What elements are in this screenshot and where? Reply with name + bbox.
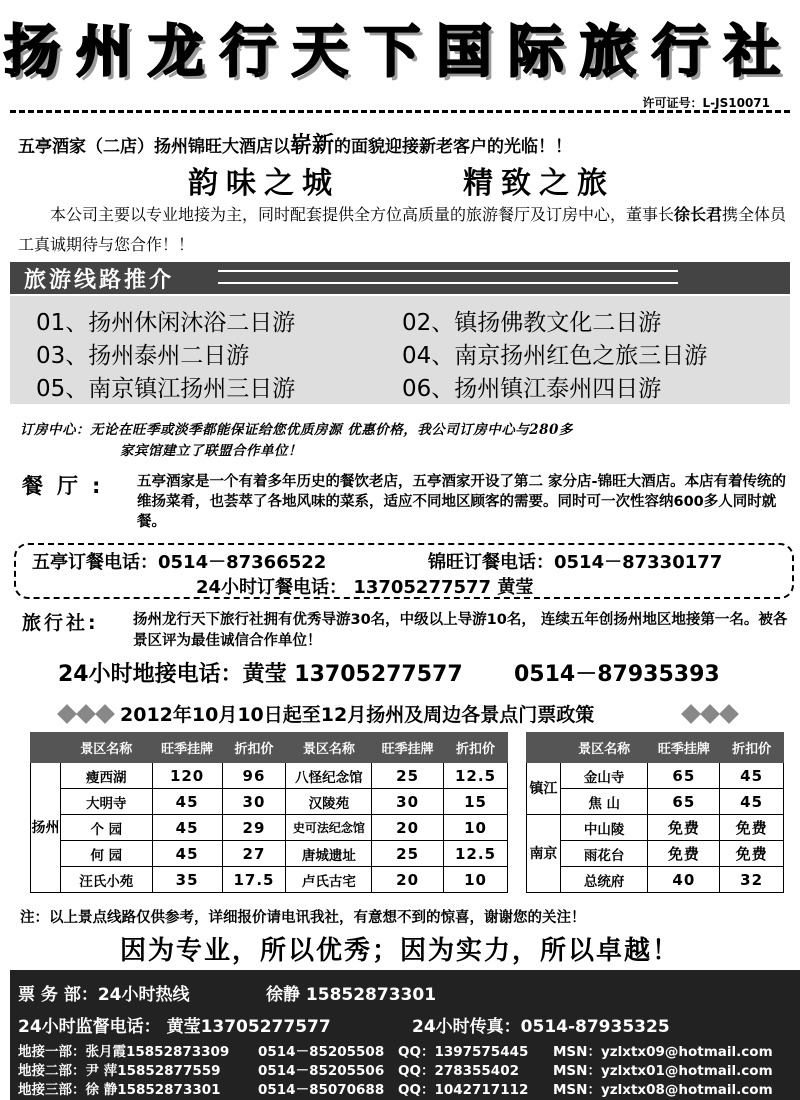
diamond-icon [95, 704, 115, 724]
dept-contact-msn: MSN：yzlxtx09@hotmail.com [553, 1044, 773, 1060]
ticket-dept-label: 票 务 部：24小时热线 [18, 985, 190, 1005]
dept-contact-qq: QQ：1397575445 [398, 1044, 529, 1060]
agency-description: 扬州龙行天下旅行社拥有优秀导游30名，中级以上导游10名， 连续五年创扬州地区地接第一名。被各景区评为最佳诚信合作单位！ [133, 612, 788, 649]
agency-label: 旅行社: [22, 612, 99, 634]
table-cell: 25 [372, 841, 444, 867]
welcome-suffix: 的面貌迎接新老客户的光临！！ [334, 137, 573, 157]
table-row [527, 867, 784, 893]
table-cell: 32 [720, 867, 784, 893]
dept-contact-name: 地接一部：张月霞15852873309 [18, 1044, 230, 1060]
booking-line-2: 家宾馆建立了联盟合作单位！ [120, 443, 302, 459]
table-cell: 免费 [720, 815, 784, 841]
intro-text-1: 本公司主要以专业地接为主，同时配套提供全方位高质量的旅游餐厅及订房中心，董事长 [50, 205, 675, 224]
table-cell: 20 [372, 815, 444, 841]
fax-number: 24小时传真：0514-87935325 [412, 1017, 670, 1037]
ticket-dept-contact: 徐静 15852873301 [266, 985, 437, 1005]
table-header-row [527, 733, 784, 763]
hotel-welcome-line [18, 128, 572, 159]
dept-contact-msn: MSN：yzlxtx01@hotmail.com [553, 1063, 773, 1079]
col-header: 旺季挂牌 [372, 733, 444, 763]
route-item: 02、镇扬佛教文化二日游 [402, 310, 662, 336]
table-cell: 17.5 [222, 867, 286, 893]
ground-hotline-landline: 0514－87935393 [514, 662, 720, 687]
welcome-prefix: 五亭酒家（二店）扬州锦旺大酒店以 [18, 137, 290, 157]
ticket-policy-title: 2012年10月10日起至12月扬州及周边各景点门票政策 [120, 704, 595, 726]
dept-contact-name: 地接二部：尹 萍15852877559 [18, 1063, 221, 1079]
table-cell: 12.5 [444, 841, 508, 867]
jinwang-phone: 锦旺订餐电话：0514－87330177 [428, 552, 723, 573]
col-header: 折扣价 [444, 733, 508, 763]
dept-contact-name: 地接三部：徐 静15852873301 [18, 1082, 221, 1098]
route-item: 03、扬州泰州二日游 [36, 343, 250, 369]
diamond-icon [700, 704, 720, 724]
disclaimer-note: 注：以上景点线路仅供参考，详细报价请电讯我社，有意想不到的惊喜，谢谢您的关注！ [20, 910, 586, 926]
table-cell: 焦 山 [560, 789, 648, 815]
yangzhou-ticket-table [30, 732, 508, 893]
route-item: 04、南京扬州红色之旅三日游 [402, 343, 708, 369]
route-item: 06、扬州镇江泰州四日游 [402, 376, 662, 402]
company-motto: 因为专业，所以优秀；因为实力，所以卓越！ [119, 936, 680, 966]
table-cell: 八怪纪念馆 [286, 763, 372, 789]
col-header: 景区名称 [286, 733, 372, 763]
region-label: 南京 [527, 815, 561, 893]
table-cell: 唐城遗址 [286, 841, 372, 867]
col-header: 景区名称 [560, 733, 648, 763]
table-cell: 45 [152, 841, 222, 867]
table-cell: 25 [372, 763, 444, 789]
table-cell: 29 [222, 815, 286, 841]
header-divider [10, 110, 790, 113]
dept-contact-tel: 0514－85070688 [258, 1082, 385, 1098]
chairman-name: 徐长君 [674, 205, 723, 224]
diamond-icon [76, 704, 96, 724]
table-row [31, 841, 508, 867]
table-cell: 10 [444, 815, 508, 841]
booking-center-text [20, 420, 795, 462]
table-cell: 史可法纪念馆 [286, 815, 372, 841]
route-item: 05、南京镇江扬州三日游 [36, 376, 296, 402]
dept-contact-tel: 0514－85205508 [258, 1044, 385, 1060]
table-cell: 12.5 [444, 763, 508, 789]
dept-contact-qq: QQ：278355402 [398, 1063, 519, 1079]
table-cell: 免费 [720, 841, 784, 867]
col-header: 旺季挂牌 [648, 733, 720, 763]
dept-contact-qq: QQ：1042717112 [398, 1082, 529, 1098]
table-header-row [31, 733, 508, 763]
table-cell: 27 [222, 841, 286, 867]
table-cell: 何 园 [60, 841, 152, 867]
col-header: 折扣价 [720, 733, 784, 763]
zhenjiang-nanjing-ticket-table [526, 732, 784, 893]
table-cell: 45 [152, 789, 222, 815]
restaurant-description: 五亭酒家是一个有着多年历史的餐饮老店，五亭酒家开设了第二 家分店-锦旺大酒店。本店有着传统的维扬菜肴，也荟萃了各地风味的菜系，适应不同地区顾客的需要。同时可一次性容纳600多人同时就餐。 [137, 474, 787, 530]
table-cell: 45 [720, 763, 784, 789]
col-header: 景区名称 [60, 733, 152, 763]
table-cell: 汪氏小苑 [60, 867, 152, 893]
table-cell: 个 园 [60, 815, 152, 841]
supervise-phone: 24小时监督电话： 黄莹13705277577 [18, 1017, 331, 1037]
table-cell: 金山寺 [560, 763, 648, 789]
table-cell: 中山陵 [560, 815, 648, 841]
table-cell: 45 [720, 789, 784, 815]
table-cell: 卢氏古宅 [286, 867, 372, 893]
company-intro [18, 200, 793, 260]
table-row [527, 789, 784, 815]
table-cell: 96 [222, 763, 286, 789]
table-row [31, 789, 508, 815]
table-row [527, 763, 784, 789]
col-header: 折扣价 [222, 733, 286, 763]
welcome-emphasis: 崭新 [290, 133, 335, 158]
region-label: 镇江 [527, 763, 561, 815]
table-cell: 大明寺 [60, 789, 152, 815]
allday-dining-phone: 24小时订餐电话： 13705277577 黄莹 [196, 577, 534, 598]
table-cell: 45 [152, 815, 222, 841]
table-row [31, 763, 508, 789]
table-cell: 30 [222, 789, 286, 815]
slogan-right: 精致之旅 [463, 166, 615, 201]
diamond-icon [57, 704, 77, 724]
agency-title: 扬州龙行天下国际旅行社 [4, 19, 796, 85]
table-row [527, 841, 784, 867]
table-cell: 雨花台 [560, 841, 648, 867]
table-cell: 20 [372, 867, 444, 893]
region-label: 扬州 [31, 763, 61, 893]
table-cell: 40 [648, 867, 720, 893]
table-cell: 汉陵苑 [286, 789, 372, 815]
restaurant-label: 餐厅: [22, 474, 115, 498]
intro-text-2: 携全体员工真诚期待与您合作！！ [18, 205, 787, 254]
table-cell: 30 [372, 789, 444, 815]
routes-decor-lines [218, 270, 678, 284]
table-cell: 总统府 [560, 867, 648, 893]
col-header: 旺季挂牌 [152, 733, 222, 763]
table-cell: 免费 [648, 841, 720, 867]
table-row [31, 815, 508, 841]
table-cell: 35 [152, 867, 222, 893]
slogan-left: 韵味之城 [188, 166, 340, 201]
table-cell: 瘦西湖 [60, 763, 152, 789]
table-cell: 免费 [648, 815, 720, 841]
table-cell: 65 [648, 763, 720, 789]
dept-contact-tel: 0514－85205506 [258, 1063, 385, 1079]
ground-hotline: 24小时地接电话：黄莹 13705277577 [58, 662, 463, 687]
route-item: 01、扬州休闲沐浴二日游 [36, 310, 296, 336]
booking-line-1: 订房中心：无论在旺季或淡季都能保证给您优质房源 优惠价格，我公司订房中心与280多 [20, 422, 573, 438]
diamond-icon [719, 704, 739, 724]
wuting-phone: 五亭订餐电话：0514－87366522 [32, 552, 327, 573]
table-cell: 65 [648, 789, 720, 815]
table-row [31, 867, 508, 893]
table-row [527, 815, 784, 841]
license-number: 许可证号：L-JS10071 [642, 96, 770, 110]
table-cell: 120 [152, 763, 222, 789]
routes-heading: 旅游线路推介 [24, 268, 175, 293]
dept-contact-msn: MSN：yzlxtx08@hotmail.com [553, 1082, 773, 1098]
table-cell: 15 [444, 789, 508, 815]
diamond-icon [681, 704, 701, 724]
table-cell: 10 [444, 867, 508, 893]
